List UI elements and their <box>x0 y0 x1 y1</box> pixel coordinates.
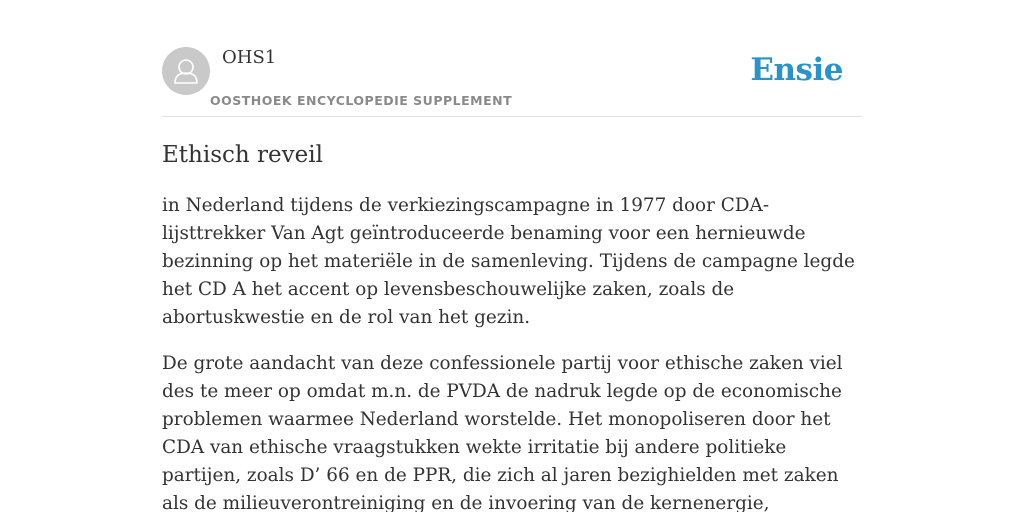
brand-logo[interactable]: Ensie <box>750 52 843 88</box>
header <box>162 46 862 117</box>
user-name[interactable]: OHS1 <box>222 47 277 68</box>
user-silhouette-icon <box>162 47 210 95</box>
entry-paragraph-1: in Nederland tijdens de verkiezingscampagne in 1977 door CDA-lijsttrekker Van Agt geïntroduceerde benaming voor een hernieuwde bezinning op het materiële in de samenleving. Tijdens de campagne legde het CD A het accent op levensbeschouwelijke zaken, zoals de abortuskwestie en de rol van het gezin. <box>162 195 855 328</box>
book-title[interactable]: OOSTHOEK ENCYCLOPEDIE SUPPLEMENT <box>210 93 513 108</box>
entry-paragraph-2: De grote aandacht van deze confessionele partij voor ethische zaken viel des te meer op omdat m.n. de PVDA de nadruk legde op de economische problemen waarmee Nederland worstelde. Het monopoliseren door het CDA van ethische vraagstukken wekte irritatie bij andere politieke partijen, zoals D’ 66 en de PPR, die zich al jaren bezighielden met zaken als de milieuverontreiniging en de invoering van de kernenergie, <box>162 353 843 512</box>
entry-body <box>162 192 862 512</box>
entry-title: Ethisch reveil <box>162 142 323 168</box>
avatar[interactable] <box>162 47 210 95</box>
